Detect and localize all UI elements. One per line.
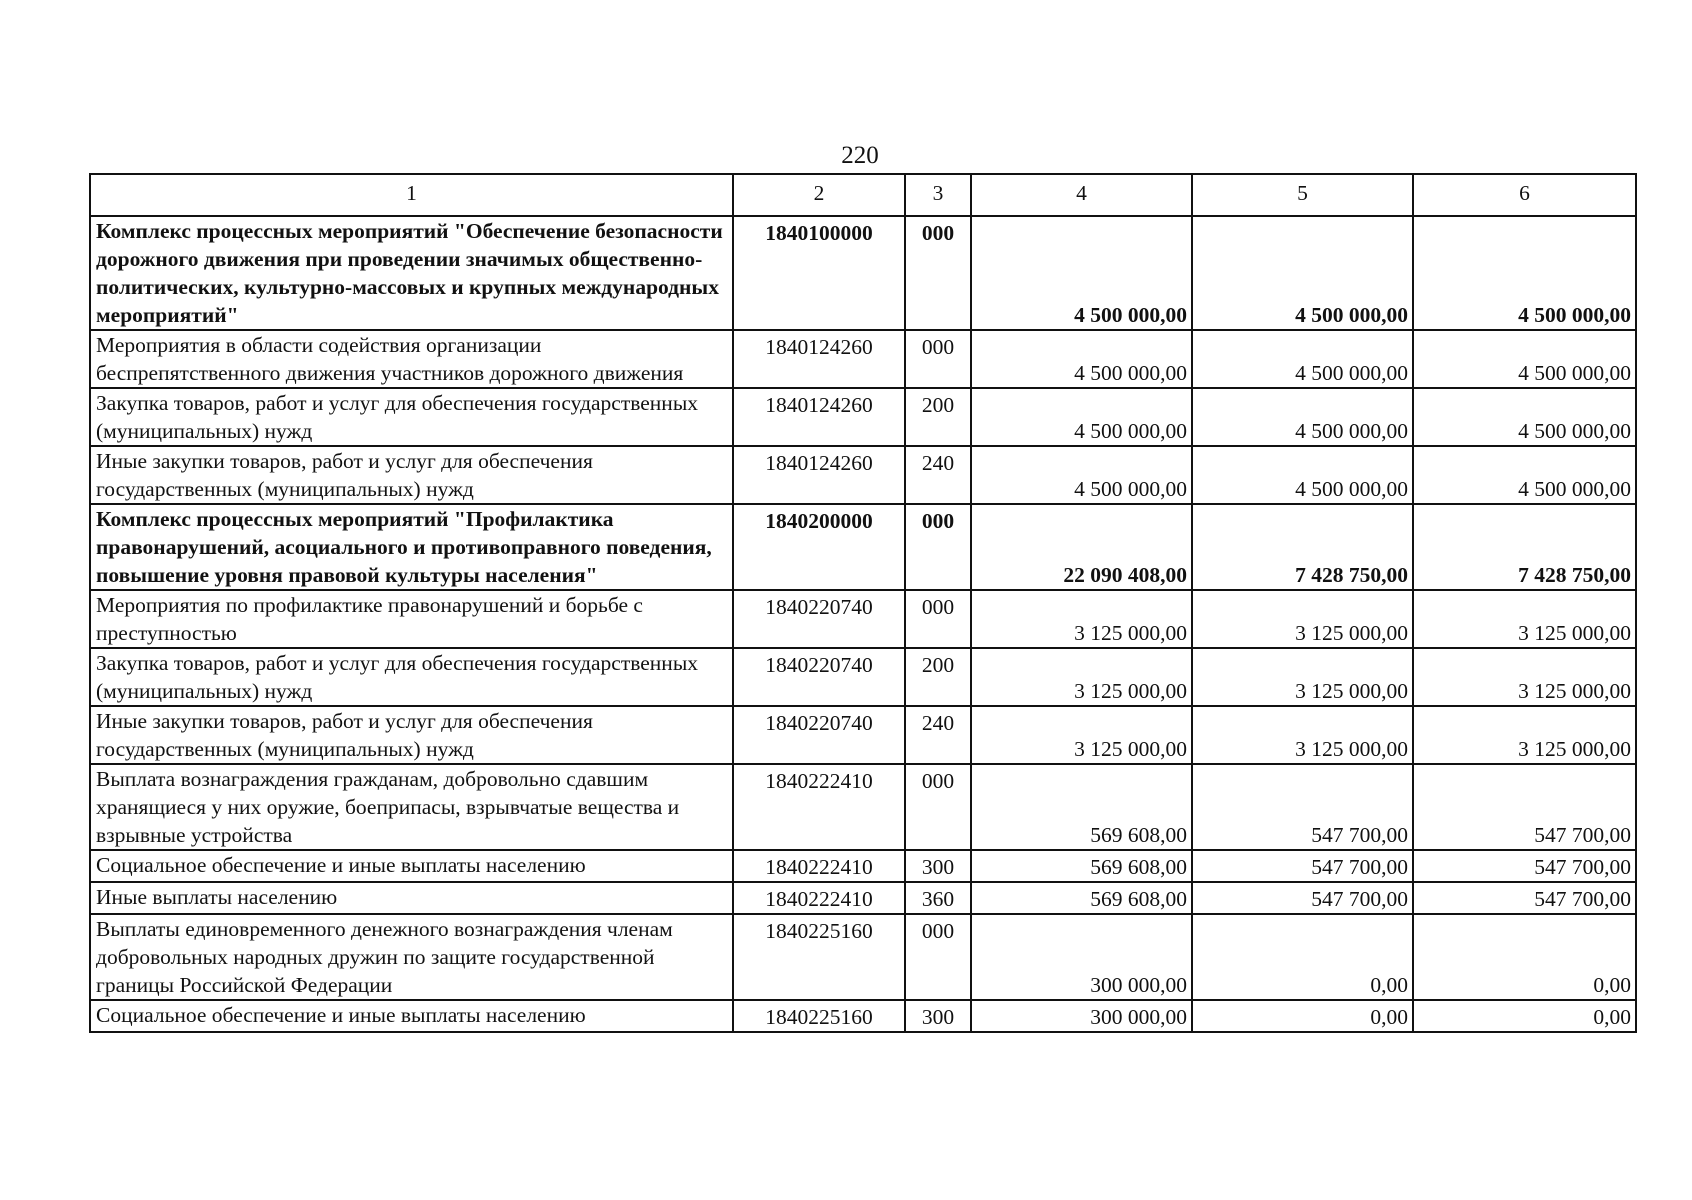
row-amount-col4: 4 500 000,00 <box>971 388 1192 446</box>
row-amount-col5: 4 500 000,00 <box>1192 388 1413 446</box>
row-name: Мероприятия в области содействия организации беспрепятственного движения участников дорожного движения <box>90 330 733 388</box>
column-header-6: 6 <box>1413 174 1636 216</box>
row-target-code: 1840222410 <box>733 764 905 850</box>
row-target-code: 1840124260 <box>733 330 905 388</box>
table-row <box>90 504 1636 590</box>
column-header-1: 1 <box>90 174 733 216</box>
table-row <box>90 648 1636 706</box>
row-expense-type: 000 <box>905 764 971 850</box>
row-amount-col4: 4 500 000,00 <box>971 446 1192 504</box>
row-target-code: 1840225160 <box>733 914 905 1000</box>
row-expense-type: 300 <box>905 850 971 882</box>
column-header-5: 5 <box>1192 174 1413 216</box>
row-expense-type: 000 <box>905 504 971 590</box>
row-expense-type: 240 <box>905 706 971 764</box>
row-name: Мероприятия по профилактике правонарушений и борьбе с преступностью <box>90 590 733 648</box>
table-body <box>90 216 1636 1032</box>
row-amount-col6: 3 125 000,00 <box>1413 648 1636 706</box>
row-amount-col6: 4 500 000,00 <box>1413 388 1636 446</box>
row-amount-col5: 0,00 <box>1192 914 1413 1000</box>
row-target-code: 1840124260 <box>733 446 905 504</box>
row-expense-type: 300 <box>905 1000 971 1032</box>
row-target-code: 1840200000 <box>733 504 905 590</box>
row-name: Социальное обеспечение и иные выплаты населению <box>90 850 733 882</box>
row-amount-col5: 4 500 000,00 <box>1192 446 1413 504</box>
table-row <box>90 330 1636 388</box>
row-amount-col5: 3 125 000,00 <box>1192 648 1413 706</box>
row-name: Комплекс процессных мероприятий "Профилактика правонарушений, асоциального и противоправного поведения, повышение уровня правовой культуры населения" <box>90 504 733 590</box>
table-row <box>90 882 1636 914</box>
column-header-2: 2 <box>733 174 905 216</box>
row-amount-col6: 4 500 000,00 <box>1413 446 1636 504</box>
row-name: Комплекс процессных мероприятий "Обеспечение безопасности дорожного движения при проведении значимых общественно-политических, культурно-массовых и крупных международных мероприятий" <box>90 216 733 330</box>
row-target-code: 1840100000 <box>733 216 905 330</box>
row-amount-col4: 569 608,00 <box>971 882 1192 914</box>
row-amount-col6: 547 700,00 <box>1413 882 1636 914</box>
row-amount-col4: 4 500 000,00 <box>971 330 1192 388</box>
table-row <box>90 764 1636 850</box>
row-expense-type: 000 <box>905 590 971 648</box>
row-expense-type: 360 <box>905 882 971 914</box>
page-number: 220 <box>841 142 879 169</box>
row-amount-col4: 569 608,00 <box>971 764 1192 850</box>
table-row <box>90 1000 1636 1032</box>
row-amount-col4: 300 000,00 <box>971 1000 1192 1032</box>
row-amount-col5: 4 500 000,00 <box>1192 330 1413 388</box>
row-amount-col5: 547 700,00 <box>1192 882 1413 914</box>
row-amount-col5: 3 125 000,00 <box>1192 590 1413 648</box>
row-amount-col6: 547 700,00 <box>1413 850 1636 882</box>
row-expense-type: 000 <box>905 216 971 330</box>
table-row <box>90 388 1636 446</box>
row-amount-col5: 7 428 750,00 <box>1192 504 1413 590</box>
row-amount-col5: 547 700,00 <box>1192 850 1413 882</box>
row-name: Иные выплаты населению <box>90 882 733 914</box>
row-amount-col5: 4 500 000,00 <box>1192 216 1413 330</box>
row-amount-col5: 547 700,00 <box>1192 764 1413 850</box>
row-expense-type: 240 <box>905 446 971 504</box>
row-amount-col6: 4 500 000,00 <box>1413 216 1636 330</box>
header-row <box>90 174 1636 216</box>
row-name: Иные закупки товаров, работ и услуг для обеспечения государственных (муниципальных) нужд <box>90 706 733 764</box>
table-row <box>90 590 1636 648</box>
row-amount-col4: 22 090 408,00 <box>971 504 1192 590</box>
row-target-code: 1840220740 <box>733 706 905 764</box>
row-name: Выплаты единовременного денежного вознаграждения членам добровольных народных дружин по защите государственной границы Российской Федерации <box>90 914 733 1000</box>
table-row <box>90 914 1636 1000</box>
column-header-3: 3 <box>905 174 971 216</box>
table-row <box>90 216 1636 330</box>
row-amount-col6: 0,00 <box>1413 914 1636 1000</box>
row-name: Выплата вознаграждения гражданам, добровольно сдавшим хранящиеся у них оружие, боеприпасы, взрывчатые вещества и взрывные устройства <box>90 764 733 850</box>
row-name: Закупка товаров, работ и услуг для обеспечения государственных (муниципальных) нужд <box>90 648 733 706</box>
row-target-code: 1840124260 <box>733 388 905 446</box>
table-row <box>90 446 1636 504</box>
row-amount-col4: 300 000,00 <box>971 914 1192 1000</box>
row-target-code: 1840222410 <box>733 882 905 914</box>
row-amount-col5: 3 125 000,00 <box>1192 706 1413 764</box>
column-header-4: 4 <box>971 174 1192 216</box>
row-name: Социальное обеспечение и иные выплаты населению <box>90 1000 733 1032</box>
row-amount-col6: 3 125 000,00 <box>1413 706 1636 764</box>
row-expense-type: 000 <box>905 914 971 1000</box>
row-target-code: 1840220740 <box>733 648 905 706</box>
row-expense-type: 000 <box>905 330 971 388</box>
row-expense-type: 200 <box>905 388 971 446</box>
row-amount-col4: 569 608,00 <box>971 850 1192 882</box>
budget-table <box>89 173 1637 1033</box>
row-amount-col4: 4 500 000,00 <box>971 216 1192 330</box>
row-target-code: 1840225160 <box>733 1000 905 1032</box>
row-amount-col6: 3 125 000,00 <box>1413 590 1636 648</box>
row-amount-col5: 0,00 <box>1192 1000 1413 1032</box>
row-amount-col6: 0,00 <box>1413 1000 1636 1032</box>
row-target-code: 1840222410 <box>733 850 905 882</box>
table-row <box>90 706 1636 764</box>
row-amount-col4: 3 125 000,00 <box>971 648 1192 706</box>
row-expense-type: 200 <box>905 648 971 706</box>
row-amount-col6: 4 500 000,00 <box>1413 330 1636 388</box>
row-name: Закупка товаров, работ и услуг для обеспечения государственных (муниципальных) нужд <box>90 388 733 446</box>
row-amount-col4: 3 125 000,00 <box>971 590 1192 648</box>
row-target-code: 1840220740 <box>733 590 905 648</box>
table-row <box>90 850 1636 882</box>
row-amount-col4: 3 125 000,00 <box>971 706 1192 764</box>
row-amount-col6: 7 428 750,00 <box>1413 504 1636 590</box>
row-amount-col6: 547 700,00 <box>1413 764 1636 850</box>
row-name: Иные закупки товаров, работ и услуг для обеспечения государственных (муниципальных) нужд <box>90 446 733 504</box>
